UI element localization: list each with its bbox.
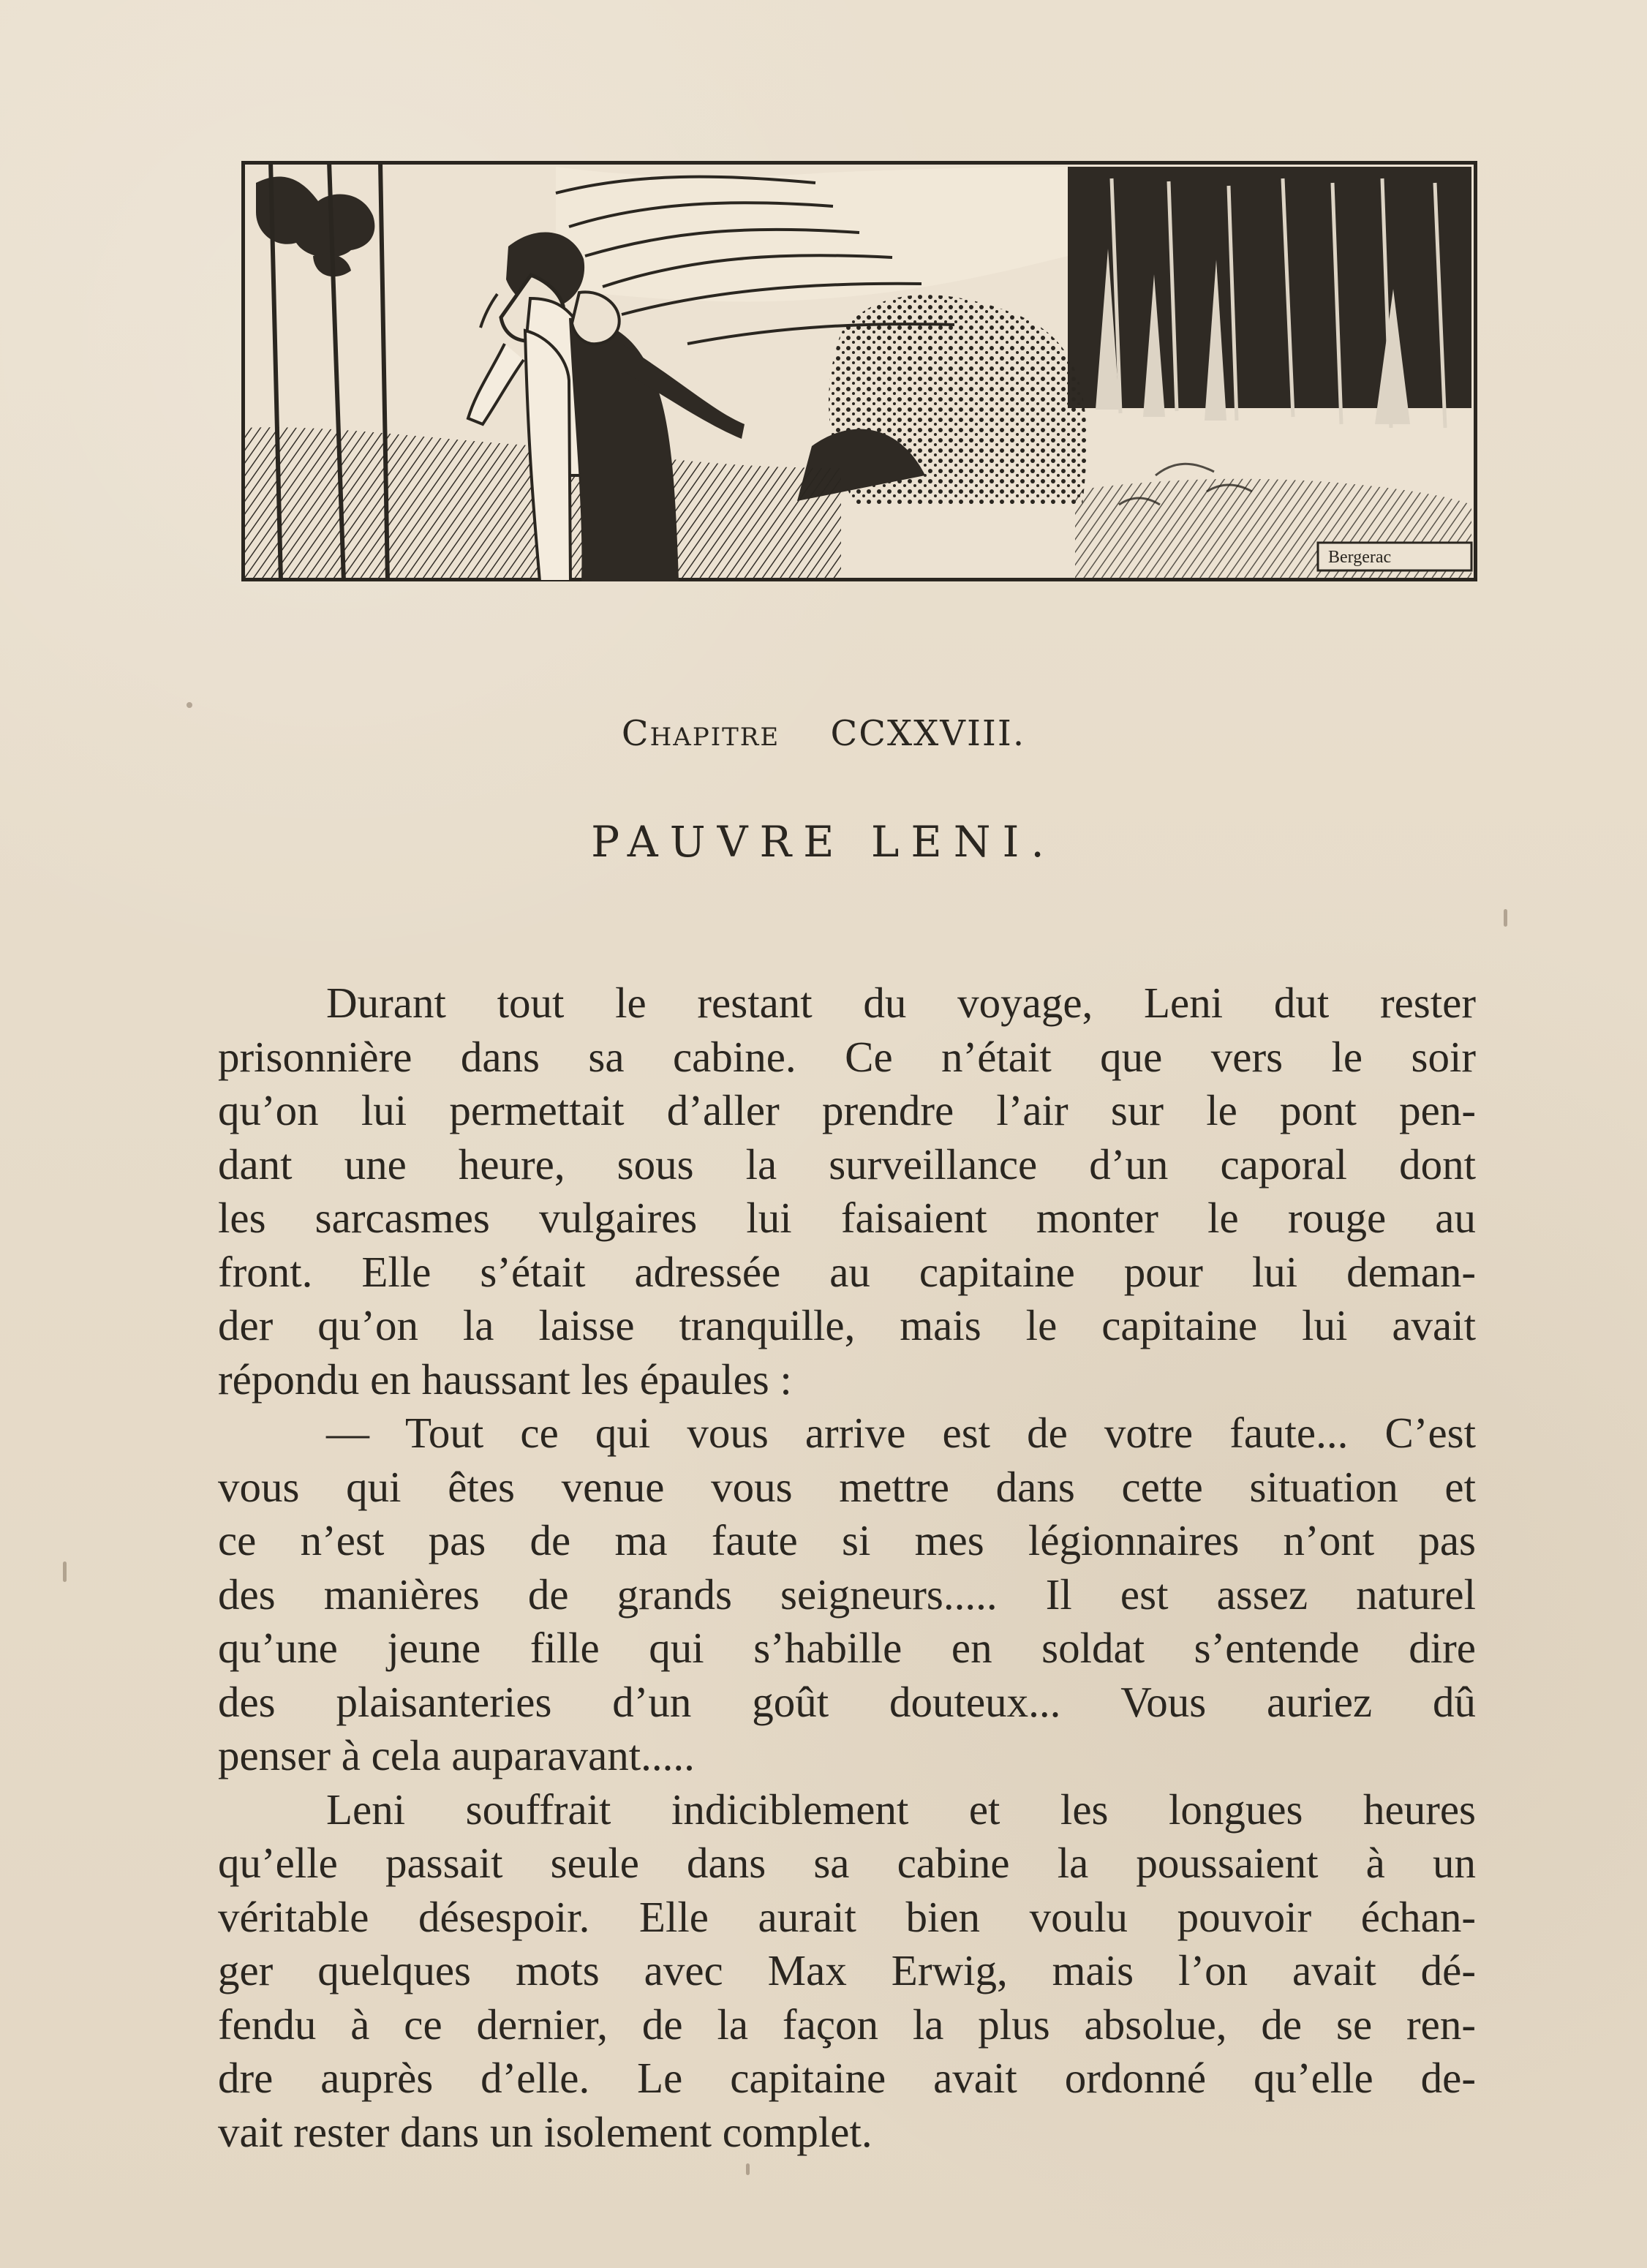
text-line: des manières de grands seigneurs..... Il est assez naturel [218,1570,1476,1619]
text-line: front. Elle s’était adressée au capitaine pour lui deman- [218,1247,1476,1296]
text-line: véritable désespoir. Elle aurait bien voulu pouvoir échan- [218,1892,1476,1941]
chapter-body [218,976,1476,2159]
text-line: qu’on lui permettait d’aller prendre l’air sur le pont pen- [218,1086,1476,1134]
text-line: dre auprès d’elle. Le capitaine avait ordonné qu’elle de- [218,2054,1476,2102]
paper-speck [1504,909,1507,927]
text-line: les sarcasmes vulgaires lui faisaient monter le rouge au [218,1194,1476,1242]
chapter-heading [0,713,1647,754]
text-line: fendu à ce dernier, de la façon la plus absolue, de se ren- [218,2000,1476,2049]
text-line: ger quelques mots avec Max Erwig, mais l’on avait dé- [218,1946,1476,1994]
text-line: Leni souffrait indiciblement et les longues heures [326,1785,1476,1834]
text-line: penser à cela auparavant..... [218,1731,695,1779]
chapter-illustration [241,161,1477,581]
text-line: ce n’est pas de ma faute si mes légionnaires n’ont pas [218,1516,1476,1564]
text-line: vait rester dans un isolement complet. [218,2107,873,2156]
text-line: des plaisanteries d’un goût douteux... Vous auriez dû [218,1677,1476,1726]
paper-speck [186,702,192,708]
chapter-title: PAUVRE LENI. [591,817,1056,867]
text-line: prisonnière dans sa cabine. Ce n’était que vers le soir [218,1032,1476,1081]
text-line: dant une heure, sous la surveillance d’un caporal dont [218,1139,1476,1188]
text-line: répondu en haussant les épaules : [218,1355,792,1404]
paper-speck [746,2163,750,2175]
text-line: vous qui êtes venue vous mettre dans cette situation et [218,1462,1476,1511]
chapter-label: Chapitre [621,713,780,754]
chapter-number: CCXXVIII. [830,713,1026,754]
text-line: Durant tout le restant du voyage, Leni dut rester [326,979,1476,1027]
illustration-signature: Bergerac [1328,548,1392,567]
text-line: der qu’on la laisse tranquille, mais le capitaine lui avait [218,1301,1476,1349]
text-line: qu’elle passait seule dans sa cabine la poussaient à un [218,1839,1476,1887]
text-line: — Tout ce qui vous arrive est de votre faute... C’est [326,1409,1476,1457]
paper-speck [63,1561,67,1582]
text-line: qu’une jeune fille qui s’habille en soldat s’entende dire [218,1624,1476,1672]
